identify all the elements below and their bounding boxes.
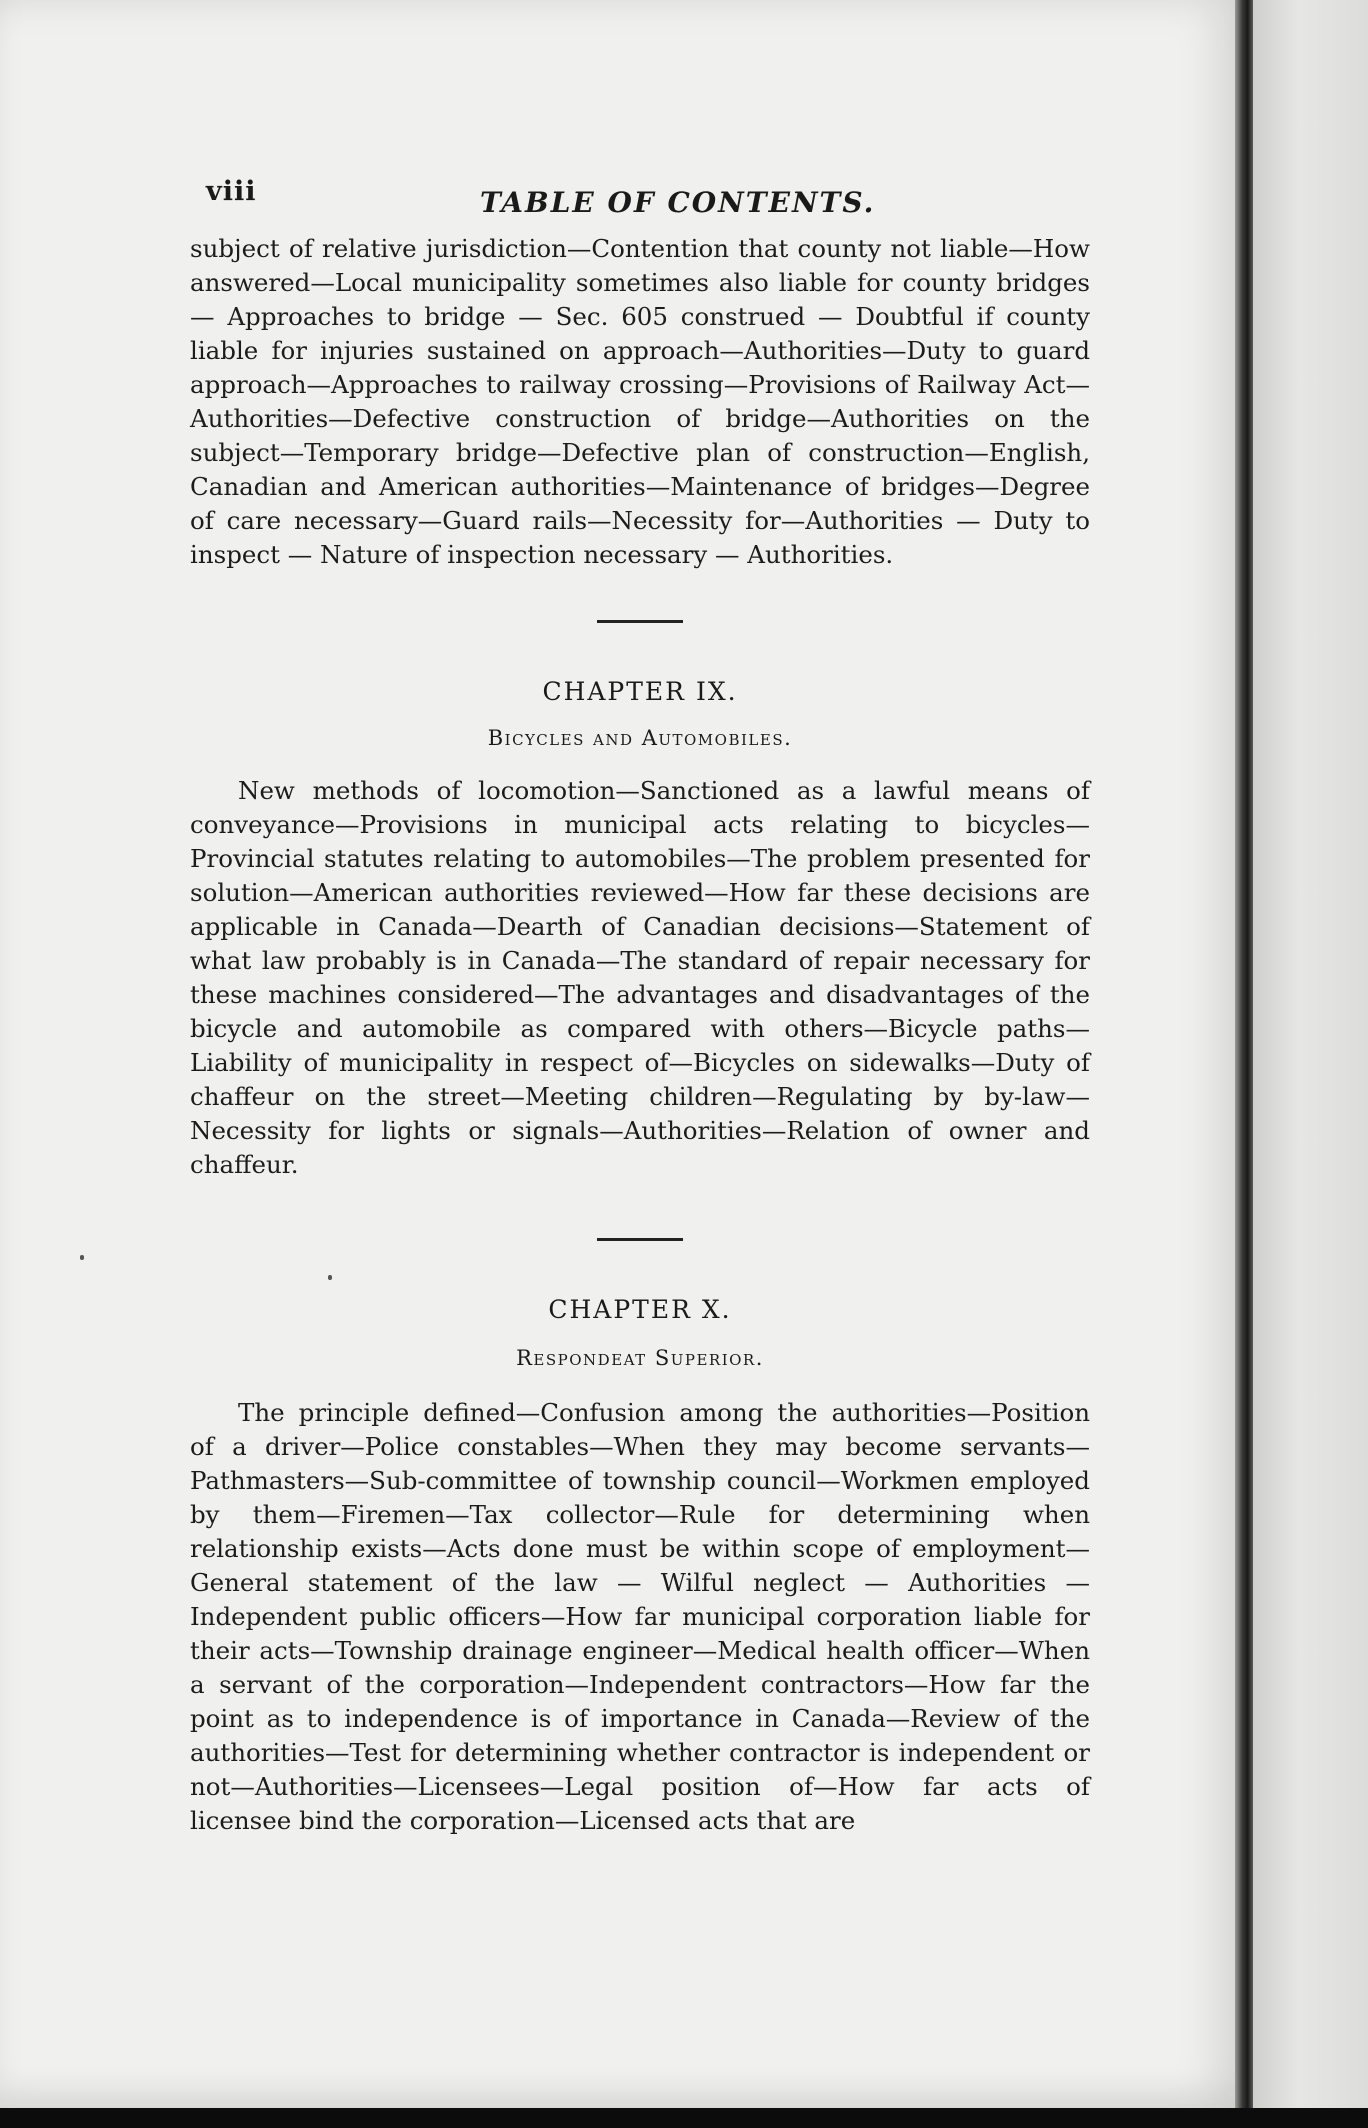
page-number: viii <box>206 176 257 207</box>
chapter-9-contents-paragraph: New methods of locomotion—Sanctioned as a lawful means of conveyance—Provisions in municipal acts relating to bicycles—Provincial statutes relating to automobiles—The problem presented for solution—American authorities reviewed—How far these decisions are applicable in Canada—Dearth of Canadian decisions—Statement of what law probably is in Canada—The standard of repair necessary for these machines considered—The advantages and disadvantages of the bicycle and automobile as compared with others—Bicycle paths—Liability of municipality in respect of—Bicycles on sidewalks—Duty of chaffeur on the street—Meeting children—Regulating by by-law—Necessity for lights or signals—Authorities—Relation of owner and chaffeur. <box>190 776 1090 1179</box>
book-gutter <box>1235 0 1253 2108</box>
chapter-10-title: CHAPTER X. <box>548 1295 732 1324</box>
chapter-10-contents-paragraph: The principle defined—Confusion among the authorities—Position of a driver—Police constables—When they may become servants—Pathmasters—Sub-committee of township council—Workmen employed by them—Firemen—Tax collector—Rule for determining when relationship exists—Acts done must be within scope of employment—General statement of the law — Wilful neglect — Authorities — Independent public officers—How far municipal corporation liable for their acts—Township drainage engineer—Medical health officer—When a servant of the corporation—Independent contractors—How far the point as to independence is of importance in Canada—Review of the authorities—Test for determining whether contractor is independent or not—Authorities—Licensees—Legal position of—How far acts of licensee bind the corporation—Licensed acts that are <box>190 1398 1090 1835</box>
chapter-9-subtitle: Bicycles and Automobiles. <box>487 726 793 750</box>
page-content <box>190 170 1090 1838</box>
running-head <box>190 170 1090 230</box>
adjacent-page-edge <box>1253 0 1368 2108</box>
chapter-9-title: CHAPTER IX. <box>542 677 738 706</box>
scan-border <box>0 2108 1368 2128</box>
continued-contents-paragraph: subject of relative jurisdiction—Contention that county not liable—How answered—Local municipality sometimes also liable for county bridges — Approaches to bridge — Sec. 605 construed — Doubtful if county liable for injuries sustained on approach—Authorities—Duty to guard approach—Approaches to railway crossing—Provisions of Railway Act—Authorities—Defective construction of bridge—Authorities on the subject—Temporary bridge—Defective plan of construction—English, Canadian and American authorities—Maintenance of bridges—Degree of care necessary—Guard rails—Necessity for—Authorities — Duty to inspect — Nature of inspection necessary — Authorities. <box>190 234 1090 569</box>
running-head-title: TABLE OF CONTENTS. <box>480 186 876 219</box>
paper-speck <box>80 1255 84 1260</box>
paper-speck <box>328 1275 332 1280</box>
section-divider <box>597 620 683 623</box>
chapter-10-subtitle: Respondeat Superior. <box>516 1346 764 1370</box>
section-divider <box>597 1238 683 1241</box>
